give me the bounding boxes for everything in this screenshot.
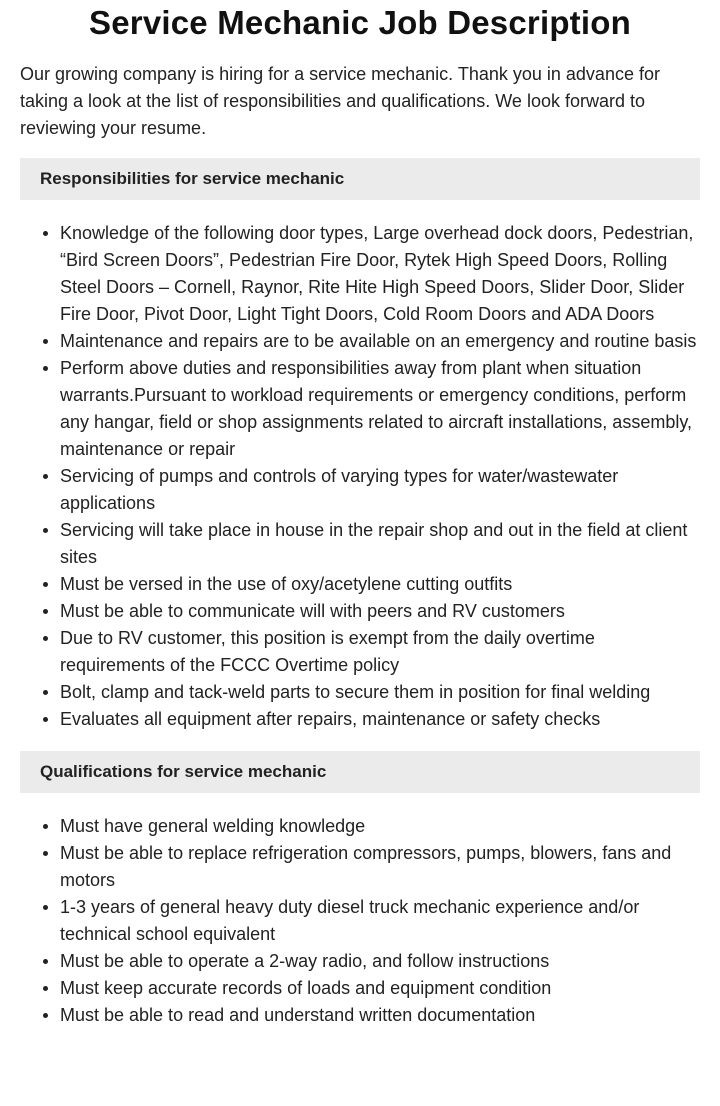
list-item: Perform above duties and responsibilities away from plant when situation warrants.Pursuant to workload requirements or emergency conditions, perform any hangar, field or shop assignments related to aircraft installations, assembly, maintenance or repair bbox=[60, 355, 700, 463]
list-item: Bolt, clamp and tack-weld parts to secure them in position for final welding bbox=[60, 679, 700, 706]
list-item: Must be able to replace refrigeration compressors, pumps, blowers, fans and motors bbox=[60, 840, 700, 894]
page-title: Service Mechanic Job Description bbox=[89, 4, 631, 41]
qualifications-heading: Qualifications for service mechanic bbox=[20, 751, 700, 793]
list-item: Knowledge of the following door types, Large overhead dock doors, Pedestrian, “Bird Screen Doors”, Pedestrian Fire Door, Rytek High Speed Doors, Rolling Steel Doors – Cornell, Raynor, Rite Hite High Speed Doors, Slider Door, Slider Fire Door, Pivot Door, Light Tight Doors, Cold Room Doors and ADA Doors bbox=[60, 220, 700, 328]
list-item: Servicing will take place in house in the repair shop and out in the field at client sites bbox=[60, 517, 700, 571]
list-item: Servicing of pumps and controls of varying types for water/wastewater applications bbox=[60, 463, 700, 517]
list-item: Due to RV customer, this position is exempt from the daily overtime requirements of the FCCC Overtime policy bbox=[60, 625, 700, 679]
intro-paragraph: Our growing company is hiring for a service mechanic. Thank you in advance for taking a look at the list of responsibilities and qualifications. We look forward to reviewing your resume. bbox=[20, 64, 660, 138]
list-item: Must be able to read and understand written documentation bbox=[60, 1002, 700, 1029]
list-item: Must keep accurate records of loads and equipment condition bbox=[60, 975, 700, 1002]
list-item: Must have general welding knowledge bbox=[60, 813, 700, 840]
list-item: Must be able to communicate will with peers and RV customers bbox=[60, 598, 700, 625]
list-item: Must be able to operate a 2-way radio, and follow instructions bbox=[60, 948, 700, 975]
qualifications-list bbox=[20, 813, 700, 1029]
list-item: 1-3 years of general heavy duty diesel truck mechanic experience and/or technical school equivalent bbox=[60, 894, 700, 948]
responsibilities-heading: Responsibilities for service mechanic bbox=[20, 158, 700, 200]
list-item: Evaluates all equipment after repairs, maintenance or safety checks bbox=[60, 706, 700, 733]
list-item: Maintenance and repairs are to be available on an emergency and routine basis bbox=[60, 328, 700, 355]
responsibilities-list bbox=[20, 220, 700, 733]
list-item: Must be versed in the use of oxy/acetylene cutting outfits bbox=[60, 571, 700, 598]
